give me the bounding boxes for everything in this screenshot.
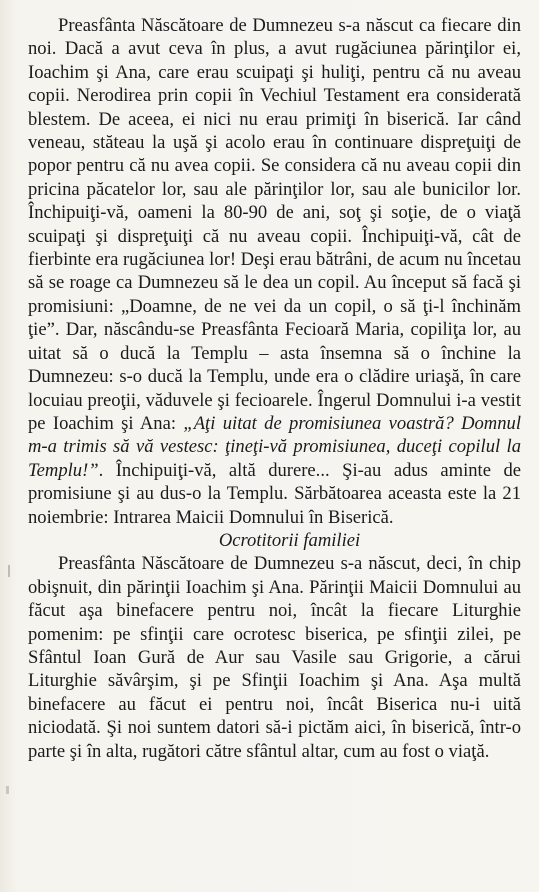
page-margin-mark [6, 786, 9, 794]
paragraph-1-text: Preasfânta Născătoare de Dumnezeu s-a născut ca fiecare din noi. Dacă a avut ceva în plus, a avut rugăciunea părinţilor ei, Ioachim şi Ana, care erau scuipaţi şi huliţi, pentru că nu aveau copii. Nerodirea prin copii în Vechiul Testament era considerată blestem. De aceea, ei nici nu erau primiţi în biserică. Iar când veneau, stăteau la uşă şi acolo erau în continuare dispreţuiţi de popor pentru că nu avea copii. Se considera că nu aveau copii din pricina păcatelor lor, sau ale părinţilor lor, sau ale bunicilor lor. Închipuiţi-vă, oameni la 80-90 de ani, soţ şi soţie, de o viaţă scuipaţi şi dispreţuiţi că nu aveau copii. Închipuiţi-vă, cât de fierbinte era rugăciunea lor! Deşi erau bătrâni, de acum nu încetau să se roage ca Dumnezeu să le dea un copil. Au început să facă şi promisiuni: „Doamne, de ne vei da un copil, o să ţi-l închinăm ţie”. Dar, născându-se Preasfânta Fecioară Maria, copiliţa lor, au uitat să o ducă la Templu – asta însemna să o închine la Dumnezeu: s-o ducă la Templu, unde era o clădire uriaşă, în care locuiau preoţii, văduvele şi fecioarele. Îngerul Domnului i-a vestit pe Ioachim şi Ana: [28, 15, 522, 434]
page-text [28, 14, 521, 763]
section-heading: Ocrotitorii familiei [218, 529, 361, 551]
angel-quote: „Aţi uitat de promisiunea voastră? Domnul m-a trimis să vă vestesc: ţineţi-vă promisiunea, duceţi copilul la Templu!” [28, 412, 521, 481]
paragraph-1-text-end: . Închipuiţi-vă, altă durere... Şi-au adus aminte de promisiune şi au dus-o la Templu. Sărbătoarea aceasta este la 21 noiembrie: Intrarea Maicii Domnului în Biserică. [28, 459, 521, 528]
page-margin-mark [8, 565, 10, 577]
paragraph-1 [28, 14, 521, 529]
paragraph-2: Preasfânta Născătoare de Dumnezeu s-a născut, deci, în chip obişnuit, din părinţii Ioachim şi Ana. Părinţii Maicii Domnului au făcut aşa binefacere pentru noi, încât la fiecare Liturghie pomenim: pe sfinţii care ocrotesc biserica, pe sfinţii zilei, pe Sfântul Ioan Gură de Aur sau Vasile sau Grigorie, a cărui Liturghie săvârşim, şi pe Sfinţii Ioachim şi Ana. Aşa multă binefacere au făcut ei pentru noi, încât Biserica nu-i uită niciodată. Şi noi suntem datori să-i pictăm aici, în biserică, într-o parte şi în alta, rugători către sfântul altar, cum au fost o viaţă. [28, 553, 521, 762]
